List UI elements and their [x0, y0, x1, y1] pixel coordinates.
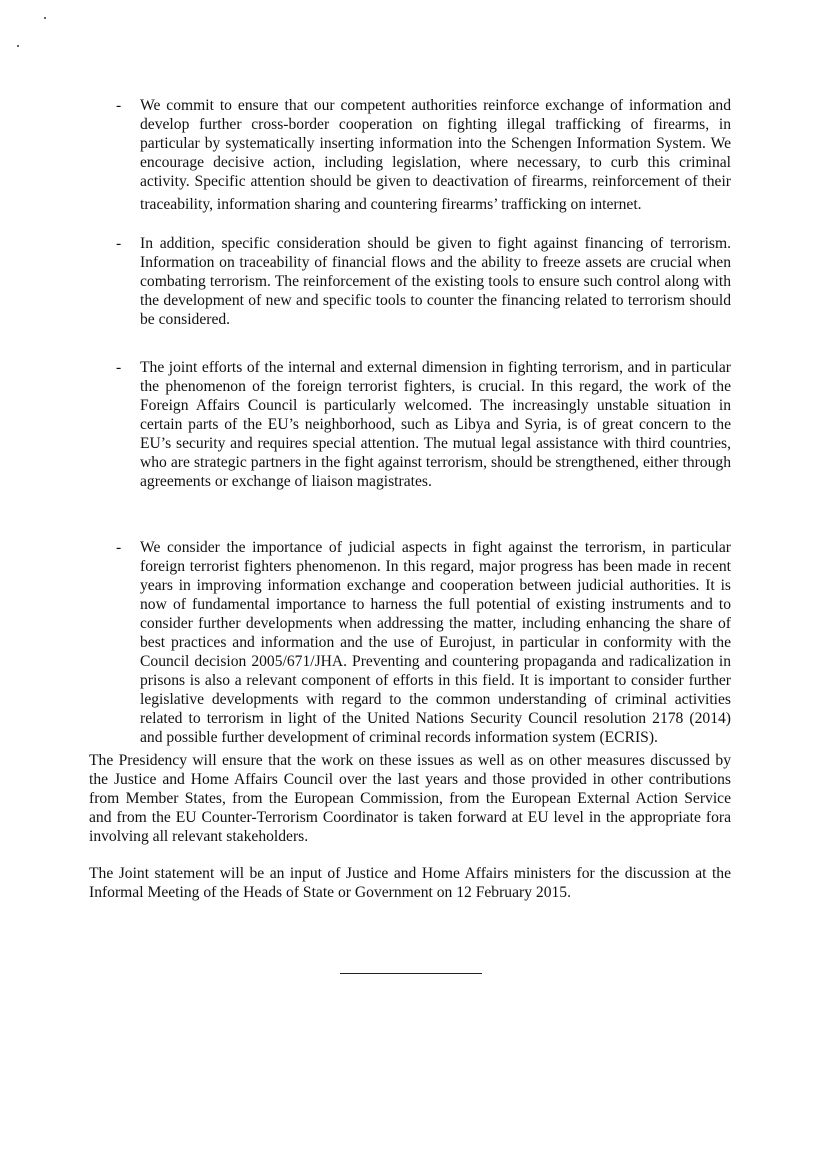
- text-line: develop further cross-border cooperation on fighting illegal trafficking of firearms, in: [140, 116, 731, 133]
- paragraph-joint-statement: [89, 864, 731, 902]
- bullet-item-external-dimension: [116, 358, 731, 491]
- text-line: now of fundamental importance to harness the full potential of existing instruments and to: [140, 596, 731, 613]
- bullet-dash: -: [116, 359, 122, 376]
- text-line: Information on traceability of financial flows and the ability to freeze assets are crucial when: [140, 254, 731, 271]
- text-line: the phenomenon of the foreign terrorist fighters, is crucial. In this regard, the work of the: [140, 378, 731, 395]
- text-line: Foreign Affairs Council is particularly welcomed. The increasingly unstable situation in: [140, 397, 731, 414]
- text-line: prisons is also a relevant component of efforts in this field. It is important to consider further: [140, 672, 731, 689]
- text-line: the development of new and specific tools to counter the financing related to terrorism should: [140, 292, 731, 309]
- text-line: who are strategic partners in the fight against terrorism, should be strengthened, either through: [140, 454, 731, 471]
- text-line: related to terrorism in light of the United Nations Security Council resolution 2178 (2014): [140, 710, 731, 727]
- text-line: particular by systematically inserting information into the Schengen Information System. We: [140, 135, 731, 152]
- bullet-item-financing: [116, 234, 731, 329]
- text-line: activity. Specific attention should be given to deactivation of firearms, reinforcement of their: [140, 173, 731, 190]
- text-line: be considered.: [140, 311, 231, 328]
- text-line: The Joint statement will be an input of Justice and Home Affairs ministers for the discussion at the: [89, 865, 731, 882]
- text-line: We consider the importance of judicial aspects in fight against the terrorism, in particular: [140, 539, 731, 556]
- text-line: involving all relevant stakeholders.: [89, 828, 309, 845]
- paragraph-presidency: [89, 751, 731, 846]
- text-line: Informal Meeting of the Heads of State or Government on 12 February 2015.: [89, 884, 571, 901]
- text-line: In addition, specific consideration should be given to fight against financing of terrorism.: [140, 235, 731, 252]
- text-line: encourage decisive action, including legislation, where necessary, to curb this criminal: [140, 154, 731, 171]
- text-line: consider further developments when addressing the matter, including enhancing the share of: [140, 615, 731, 632]
- text-line: combating terrorism. The reinforcement of the existing tools to ensure such control along with: [140, 273, 731, 290]
- text-line: legislative developments with regard to the common understanding of criminal activities: [140, 691, 731, 708]
- text-line: best practices and information and the use of Eurojust, in particular in conformity with the: [140, 634, 731, 651]
- text-line: and from the EU Counter-Terrorism Coordinator is taken forward at EU level in the appropriate fora: [89, 809, 731, 826]
- text-line: agreements or exchange of liaison magistrates.: [140, 473, 432, 490]
- end-separator: [340, 973, 482, 974]
- text-line: from Member States, from the European Commission, from the European External Action Service: [89, 790, 731, 807]
- text-line: certain parts of the EU’s neighborhood, such as Libya and Syria, is of great concern to the: [140, 416, 731, 433]
- text-line: traceability, information sharing and countering firearms’ trafficking on internet.: [140, 196, 642, 213]
- text-line: the Justice and Home Affairs Council over the last years and those provided in other contributions: [89, 771, 731, 788]
- bullet-item-firearms: [116, 96, 731, 214]
- text-line: years in improving information exchange and cooperation between judicial authorities. It is: [140, 577, 731, 594]
- text-line: Council decision 2005/671/JHA. Preventing and countering propaganda and radicalization in: [140, 653, 731, 670]
- text-line: and possible further development of criminal records information system (ECRIS).: [140, 729, 658, 746]
- text-line: The Presidency will ensure that the work on these issues as well as on other measures discussed by: [89, 752, 731, 769]
- bullet-item-judicial: [116, 538, 731, 747]
- text-line: foreign terrorist fighters phenomenon. In this regard, major progress has been made in recent: [140, 558, 731, 575]
- scan-speck: [17, 45, 19, 47]
- text-line: EU’s security and requires special attention. The mutual legal assistance with third countries,: [140, 435, 731, 452]
- bullet-dash: -: [116, 235, 122, 252]
- bullet-dash: -: [116, 539, 122, 556]
- scan-speck: [44, 17, 46, 19]
- bullet-dash: -: [116, 97, 122, 114]
- text-line: We commit to ensure that our competent authorities reinforce exchange of information and: [140, 97, 731, 114]
- text-line: The joint efforts of the internal and external dimension in fighting terrorism, and in particular: [140, 359, 731, 376]
